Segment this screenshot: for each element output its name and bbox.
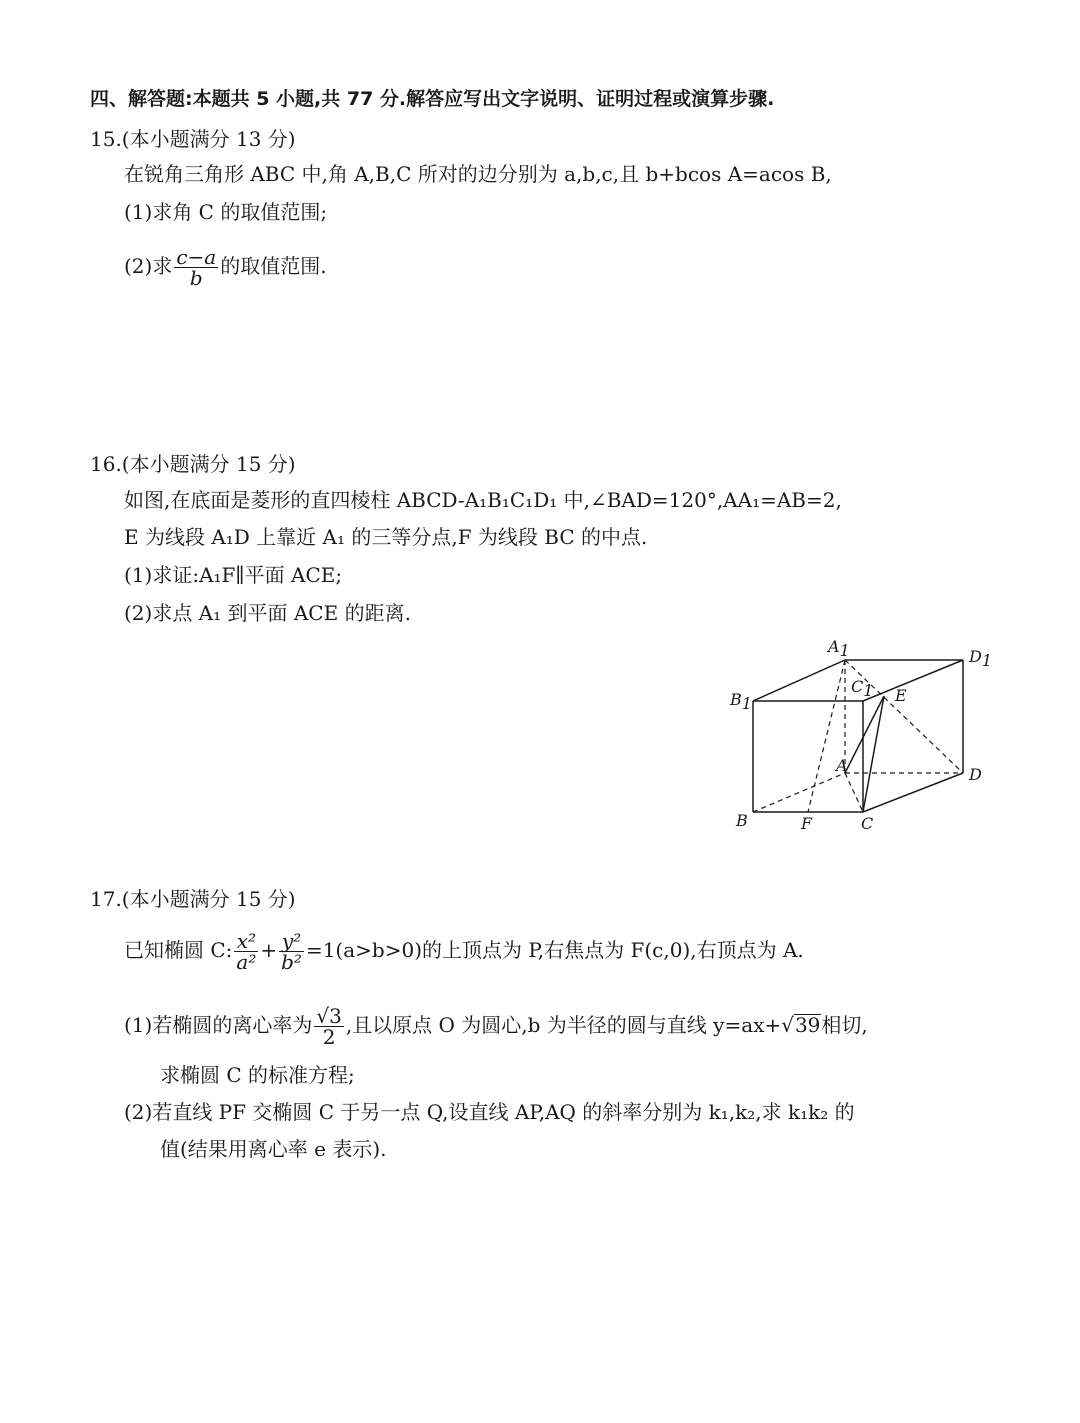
label-c: C [861,814,874,833]
q17-part2-line2: 值(结果用离心率 e 表示). [160,1137,387,1161]
label-a1: A1 [828,637,850,660]
label-c1: C1 [851,677,874,700]
q17-frac-y-num: y² [279,931,304,952]
q17-frac-x-num: x² [234,931,258,952]
segment-a-e [845,696,884,773]
q15-part2-prefix: (2)求 [124,254,173,278]
q17-frac-y [279,931,304,972]
q16-stem-line1: 如图,在底面是菱形的直四棱柱 ABCD-A₁B₁C₁D₁ 中,∠BAD=120°,AA₁=AB=2, [124,488,842,512]
q17-part1-frac-num: √3 [316,1004,342,1028]
q15-part1: (1)求角 C 的取值范围; [124,200,328,224]
edge-b1-a1 [753,660,845,701]
q17-part1-line2: 求椭圆 C 的标准方程; [160,1063,355,1087]
q17-plus: + [260,938,278,962]
q17-part1-sqrt: 39 [794,1013,821,1037]
label-f: F [801,814,813,833]
q15-part2-fraction [174,247,218,288]
prism-figure [720,630,1010,840]
segment-c-e [863,696,884,812]
q15-part2-frac-den: b [189,266,203,290]
hidden-segment-a-c [845,773,863,812]
q15-part2-suffix: 的取值范围. [220,254,327,278]
q17-frac-x-den: a² [236,950,257,974]
label-a: A [836,756,848,775]
label-d1: D1 [969,647,993,670]
q15-part2-frac-num: c−a [176,245,217,269]
q17-frac-y-den: b² [281,950,302,974]
q17-number: 17.(本小题满分 15 分) [90,887,296,911]
hidden-edge-b-a [753,773,845,812]
q17-stem-suffix: =1(a>b>0)的上顶点为 P,右焦点为 F(c,0),右顶点为 A. [305,938,804,962]
q17-part1-prefix: (1)若椭圆的离心率为 [124,1013,313,1037]
q17-frac-x [234,931,258,972]
q17-part1-sqrt-sign: √ [781,1013,794,1037]
q17-part2-line1: (2)若直线 PF 交椭圆 C 于另一点 Q,设直线 AP,AQ 的斜率分别为 k₁,k₂,求 k₁k₂ 的 [124,1100,855,1124]
q17-stem-prefix: 已知椭圆 C: [124,938,233,962]
q16-part1: (1)求证:A₁F∥平面 ACE; [124,563,343,587]
edge-c1-d1 [863,660,963,701]
label-b1: B1 [730,690,752,713]
q16-stem-line2: E 为线段 A₁D 上靠近 A₁ 的三等分点,F 为线段 BC 的中点. [124,525,648,549]
q17-part1-middle: ,且以原点 O 为圆心,b 为半径的圆与直线 y=ax+ [345,1013,782,1037]
q17-part1-suffix: 相切, [821,1013,868,1037]
edge-c-d [863,773,963,812]
q16-part2: (2)求点 A₁ 到平面 ACE 的距离. [124,601,411,625]
q17-part1-frac-den: 2 [322,1025,336,1049]
q15-part2 [124,244,327,288]
q17-part1-fraction [314,1006,343,1047]
q17-part1 [124,1000,868,1050]
q17-stem [124,925,804,975]
label-b: B [736,811,748,830]
hidden-segment-a1-f [808,660,845,812]
q16-number: 16.(本小题满分 15 分) [90,452,296,476]
label-d: D [969,765,982,784]
label-e: E [895,686,907,705]
q15-number: 15.(本小题满分 13 分) [90,127,296,151]
q15-stem: 在锐角三角形 ABC 中,角 A,B,C 所对的边分别为 a,b,c,且 b+bcos A=acos B, [124,162,832,186]
section-heading: 四、解答题:本题共 5 小题,共 77 分.解答应写出文字说明、证明过程或演算步骤. [90,88,775,110]
